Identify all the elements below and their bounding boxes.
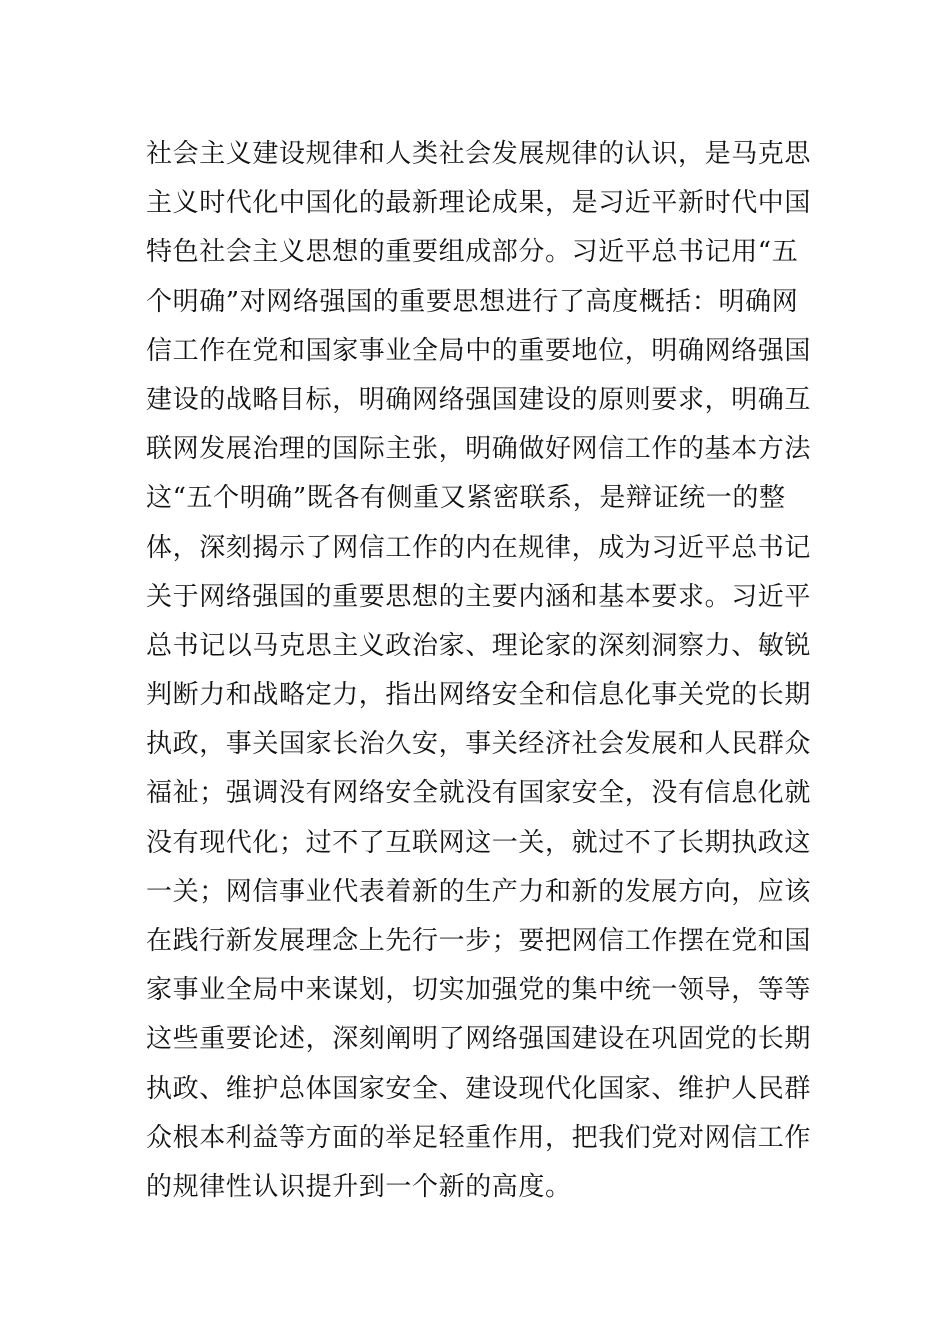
text-line: 建设的战略目标，明确网络强国建设的原则要求，明确互: [146, 384, 812, 415]
text-line: 的规律性认识提升到一个新的高度。: [146, 1171, 572, 1202]
text-line: 执政，事关国家长治久安，事关经济社会发展和人民群众: [146, 729, 812, 760]
text-line: 执政、维护总体国家安全、建设现代化国家、维护人民群: [146, 1073, 812, 1104]
text-line: 这些重要论述，深刻阐明了网络强国建设在巩固党的长期: [146, 1024, 812, 1055]
text-line: 福祉；强调没有网络安全就没有国家安全，没有信息化就: [146, 778, 812, 809]
text-line: 个明确”对网络强国的重要思想进行了高度概括：明确网: [146, 286, 799, 317]
text-line: 没有现代化；过不了互联网这一关，就过不了长期执政这: [146, 827, 812, 858]
text-line: 联网发展治理的国际主张，明确做好网信工作的基本方法: [146, 434, 812, 465]
text-line: 体，深刻揭示了网信工作的内在规律，成为习近平总书记: [146, 532, 812, 563]
text-line: 这“五个明确”既各有侧重又紧密联系，是辩证统一的整: [146, 483, 786, 514]
text-line: 家事业全局中来谋划，切实加强党的集中统一领导，等等: [146, 975, 812, 1006]
text-line: 判断力和战略定力，指出网络安全和信息化事关党的长期: [146, 680, 812, 711]
text-line: 一关；网信事业代表着新的生产力和新的发展方向，应该: [146, 876, 812, 907]
text-line: 特色社会主义思想的重要组成部分。习近平总书记用“五: [146, 237, 799, 268]
text-line: 在践行新发展理念上先行一步；要把网信工作摆在党和国: [146, 926, 812, 956]
text-line: 信工作在党和国家事业全局中的重要地位，明确网络强国: [146, 335, 812, 366]
text-line: 主义时代化中国化的最新理论成果，是习近平新时代中国: [146, 188, 812, 219]
body-paragraph: [146, 130, 826, 1212]
text-line: 社会主义建设规律和人类社会发展规律的认识，是马克思: [146, 139, 812, 169]
text-line: 关于网络强国的重要思想的主要内涵和基本要求。习近平: [146, 581, 812, 612]
text-line: 众根本利益等方面的举足轻重作用，把我们党对网信工作: [146, 1122, 812, 1153]
text-line: 总书记以马克思主义政治家、理论家的深刻洞察力、敏锐: [146, 630, 812, 661]
